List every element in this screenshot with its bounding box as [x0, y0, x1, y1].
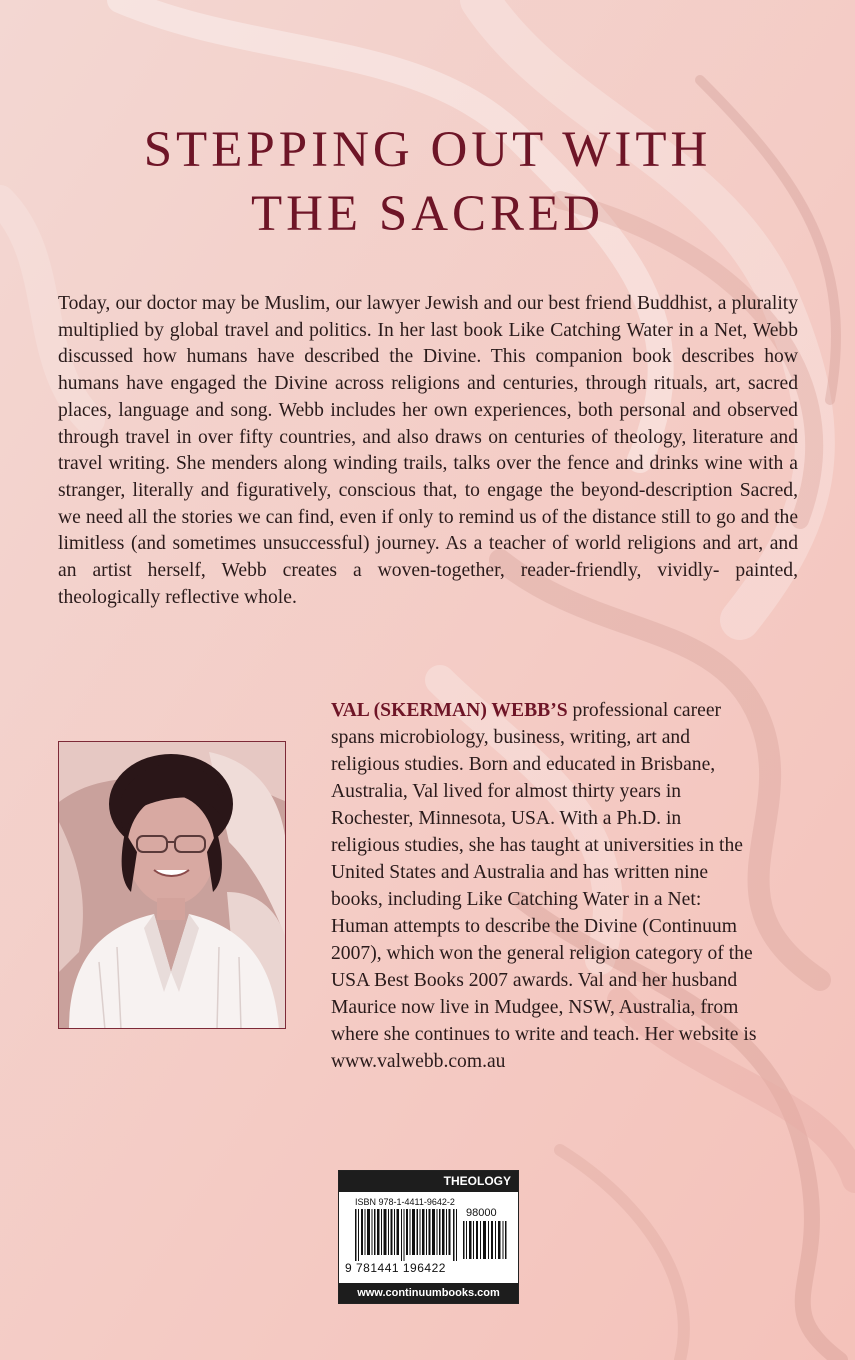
bio-line: Human attempts to describe the Divine (Continuum [331, 916, 737, 937]
bio-line: spans microbiology, business, writing, art and [331, 727, 690, 748]
book-blurb [58, 291, 798, 611]
publisher-website: www.continuumbooks.com [339, 1283, 518, 1303]
blurb-line: centuries, through rituals, art, sacred places, language and song. Webb includes her [58, 373, 798, 421]
author-bio [331, 697, 801, 1075]
bio-line: professional career [567, 700, 722, 721]
isbn-text: ISBN 978-1-4411-9642-2 [355, 1197, 455, 1207]
barcode-digits: 9 781441 196422 [345, 1261, 446, 1275]
category-label: THEOLOGY [339, 1171, 518, 1192]
blurb-line: Water in a Net, Webb discussed how humans have described the Divine. This [58, 319, 798, 368]
blurb-line: companion book describes how humans have engaged the Divine across religions and [58, 346, 798, 395]
author-photo [58, 741, 286, 1029]
blurb-line: and also draws on centuries of theology, literature and travel writing. She menders [58, 426, 798, 475]
blurb-line: a plurality multiplied by global travel and politics. In her last book Like Catching [58, 293, 799, 341]
bio-line: where she continues to write and teach. Her website is [331, 1024, 757, 1045]
blurb-line: and art, and an artist herself, Webb creates a woven-together, reader-friendly, vividly- [58, 533, 799, 582]
bio-line: www.valwebb.com.au [331, 1051, 506, 1072]
blurb-line: painted, theologically reflective whole. [58, 560, 798, 608]
isbn-barcode-block [338, 1170, 519, 1304]
author-name: VAL (SKERMAN) WEBB’S [331, 700, 568, 721]
bio-line: Australia, Val lived for almost thirty years in [331, 781, 682, 802]
blurb-line: along winding trails, talks over the fence and drinks wine with a stranger, literally [58, 453, 798, 501]
bio-line: USA Best Books 2007 awards. Val and her husband [331, 970, 738, 991]
blurb-line: own experiences, both personal and observed through travel in over fifty countries, [58, 399, 798, 448]
blurb-line: all the stories we can find, even if only to remind us of the distance still to go and [127, 506, 770, 528]
bio-line: 2007), which won the general religion category of the [331, 943, 753, 964]
bio-line: Rochester, Minnesota, USA. With a Ph.D. in [331, 808, 682, 829]
blurb-line: and figuratively, conscious that, to engage the beyond-description Sacred, we need [58, 479, 798, 528]
price-code: 98000 [466, 1207, 497, 1219]
blurb-line: the limitless (and sometimes unsuccessful) journey. As a teacher of world religions [58, 506, 799, 555]
barcode-bars [355, 1209, 459, 1261]
price-bars [463, 1221, 507, 1259]
title-line-1: STEPPING OUT WITH [143, 122, 712, 178]
title-line-2: THE SACRED [250, 186, 605, 242]
bio-line: religious studies. Born and educated in Brisbane, [331, 754, 716, 775]
book-title [0, 118, 855, 246]
bio-line: United States and Australia and has written nine [331, 862, 709, 883]
bio-line: religious studies, she has taught at universities in the [331, 835, 743, 856]
bio-line: Maurice now live in Mudgee, NSW, Australia, from [331, 997, 739, 1018]
blurb-line: Today, our doctor may be Muslim, our lawyer Jewish and our best friend Buddhist, [58, 293, 713, 314]
bio-line: books, including Like Catching Water in a Net: [331, 889, 702, 910]
